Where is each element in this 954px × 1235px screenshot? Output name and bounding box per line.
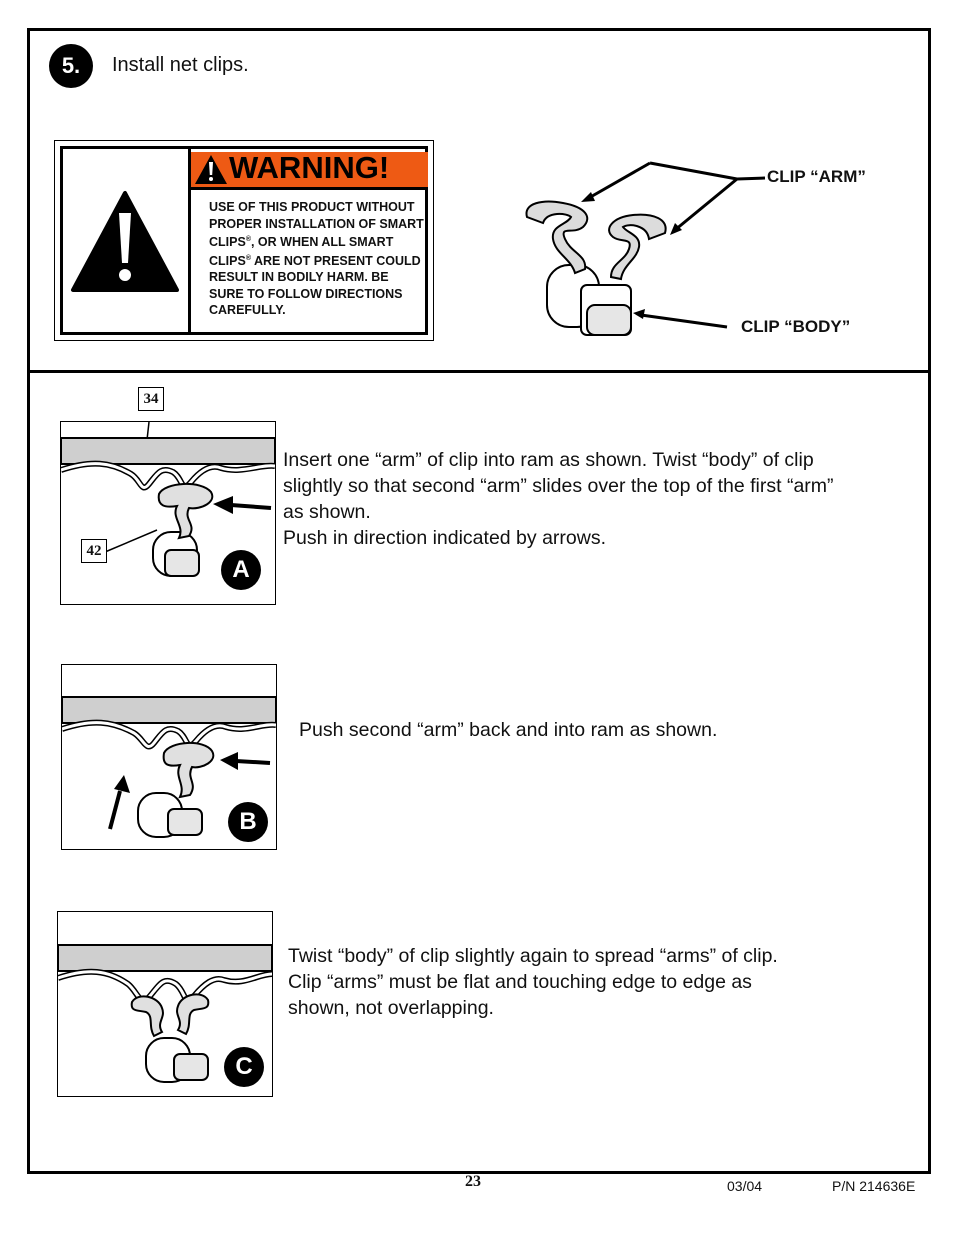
figure-b-instructions: Push second “arm” back and into ram as shown. [299,719,718,741]
warning-header [191,152,428,190]
page-number: 23 [465,1173,481,1190]
figure-c-instructions: Twist “body” of clip slightly again to spread “arms” of clip. Clip “arms” must be flat and touching edge to edge as shown, not overlapping. [288,945,778,1019]
warning-small-icon [193,152,229,187]
step-title: Install net clips. [112,54,249,76]
clip-arm-label: CLIP “ARM” [767,167,866,186]
warning-text: USE OF THIS PRODUCT WITHOUT PROPER INSTALLATION OF SMART CLIPS®, OR WHEN ALL SMART CLIPS® ARE NOT PRESENT COULD RESULT IN BODILY HARM. BE SURE TO FOLLOW DIRECTIONS CAREFULLY. [209,200,424,318]
figure-b-letter: B [228,802,268,842]
callout-34: 34 [138,387,164,411]
step-number-badge [49,44,93,88]
warning-symbol [63,149,191,332]
footer-date: 03/04 [727,1178,763,1194]
warning-triangle-icon [63,149,188,332]
figure-a-instructions: Insert one “arm” of clip into ram as shown. Twist “body” of clip slightly so that second “arm” slides over the top of the first “arm” as shown. Push in direction indicated by arrows. [283,449,834,549]
figure-c [57,911,273,1097]
figure-a [60,421,276,605]
callout-42: 42 [81,539,107,563]
figure-c-letter: C [224,1047,264,1087]
footer-part-number: P/N 214636E [832,1178,916,1194]
warning-label [54,140,434,341]
clip-diagram [515,155,775,345]
figure-a-letter: A [221,550,261,590]
clip-body-label: CLIP “BODY” [741,317,851,336]
step-number: 5. [61,53,81,78]
section-divider [27,370,928,373]
figure-b [61,664,277,850]
warning-title: WARNING! [229,150,390,185]
